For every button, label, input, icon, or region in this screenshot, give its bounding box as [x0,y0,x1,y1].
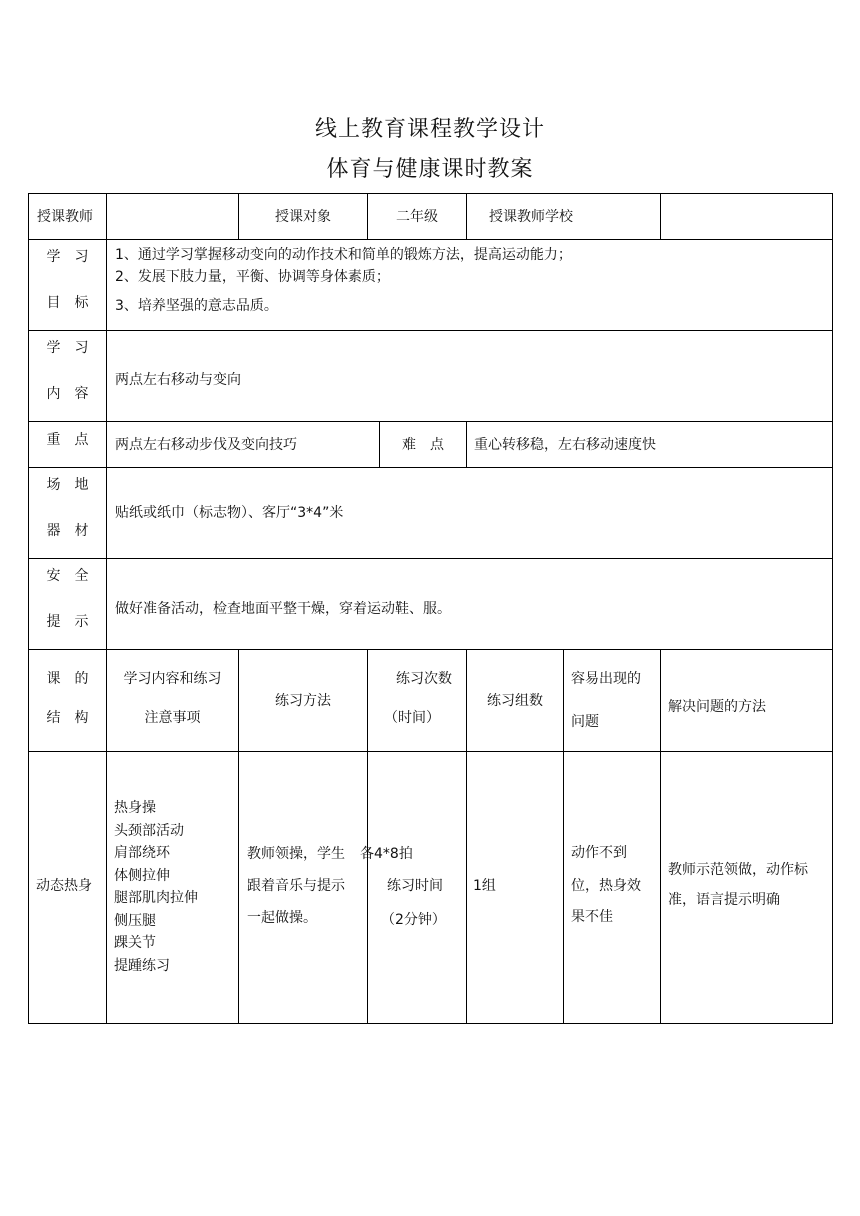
column-header-solutions: 解决问题的方法 [668,699,766,715]
warmup-problem-line: 位，热身效 [571,878,641,894]
warmup-method-line: 教师领操，学生 [247,846,345,862]
structure-label-line1: 课 的 [46,671,89,687]
warmup-item: 体侧拉伸 [114,867,170,884]
table-border-top [28,193,833,194]
column-header-content-line2: 注意事项 [144,710,201,726]
column-header-method: 练习方法 [275,693,331,709]
warmup-count-line: （2分钟） [381,912,446,928]
objective-item-3: 3、培养坚强的意志品质。 [115,298,278,314]
safety-label-line2: 提 示 [46,614,89,630]
warmup-item: 侧压腿 [114,912,156,929]
objectives-label-line1: 学 习 [46,249,89,265]
row-divider [28,649,833,650]
warmup-problem-line: 动作不到 [571,845,627,861]
venue-label-line2: 器 材 [46,523,89,539]
page-title: 线上教育课程教学设计 [314,117,545,142]
column-divider [106,193,107,1024]
column-header-problems-line1: 容易出现的 [571,671,641,687]
column-header-content-line1: 学习内容和练习 [123,671,222,687]
key-points-label: 重 点 [46,432,89,448]
difficulty-label: 难 点 [402,437,444,453]
column-header-groups: 练习组数 [487,693,543,709]
column-divider [466,421,467,467]
warmup-solution-line: 准，语言提示明确 [668,892,780,908]
key-points-value: 两点左右移动步伐及变向技巧 [115,437,297,453]
warmup-label: 动态热身 [36,878,92,894]
warmup-item: 头颈部活动 [114,822,184,839]
table-border-left [28,193,29,1024]
warmup-item: 热身操 [114,800,156,816]
column-header-count-line1: 练习次数 [396,671,452,687]
warmup-groups: 1组 [473,878,496,894]
column-divider [466,193,467,239]
difficulty-value: 重心转移稳，左右移动速度快 [474,437,656,453]
warmup-count-line: 各4*8拍 [360,846,413,862]
column-header-count-line2: （时间） [384,710,440,726]
school-label: 授课教师学校 [489,209,573,225]
warmup-item: 踝关节 [114,935,156,951]
column-divider [660,193,661,239]
warmup-item: 提踵练习 [114,957,170,974]
row-divider [28,239,833,240]
objective-item-1: 1、通过学习掌握移动变向的动作技术和简单的锻炼方法，提高运动能力； [115,247,572,263]
row-divider [28,751,833,752]
audience-value: 二年级 [396,209,438,225]
row-divider [28,330,833,331]
table-border-bottom [28,1023,833,1024]
objectives-label-line2: 目 标 [46,295,89,311]
column-divider [660,649,661,1024]
venue-label-line1: 场 地 [46,477,89,493]
warmup-item: 腿部肌肉拉伸 [114,890,198,906]
row-divider [28,421,833,422]
page-subtitle: 体育与健康课时教案 [326,157,534,182]
row-divider [28,558,833,559]
teacher-label: 授课教师 [37,209,93,225]
warmup-solution-line: 教师示范领做，动作标 [668,862,808,878]
column-header-problems-line2: 问题 [571,714,599,730]
audience-label: 授课对象 [275,209,331,225]
column-divider [563,649,564,1024]
safety-label-line1: 安 全 [46,568,89,584]
safety-value: 做好准备活动，检查地面平整干燥，穿着运动鞋、服。 [115,601,451,617]
table-border-right [832,193,833,1024]
warmup-problem-line: 果不佳 [571,909,613,925]
warmup-method-line: 跟着音乐与提示 [247,878,345,894]
structure-label-line2: 结 构 [46,710,89,726]
column-divider [367,649,368,1024]
warmup-count-line: 练习时间 [387,878,443,894]
warmup-method-line: 一起做操。 [247,910,317,926]
content-value: 两点左右移动与变向 [115,372,241,388]
content-label-line1: 学 习 [46,340,89,356]
warmup-item: 肩部绕环 [114,845,170,861]
content-label-line2: 内 容 [46,386,89,402]
row-divider [28,467,833,468]
objective-item-2: 2、发展下肢力量，平衡、协调等身体素质； [115,269,390,285]
venue-value: 贴纸或纸巾（标志物）、客厅“3*4”米 [115,505,344,521]
